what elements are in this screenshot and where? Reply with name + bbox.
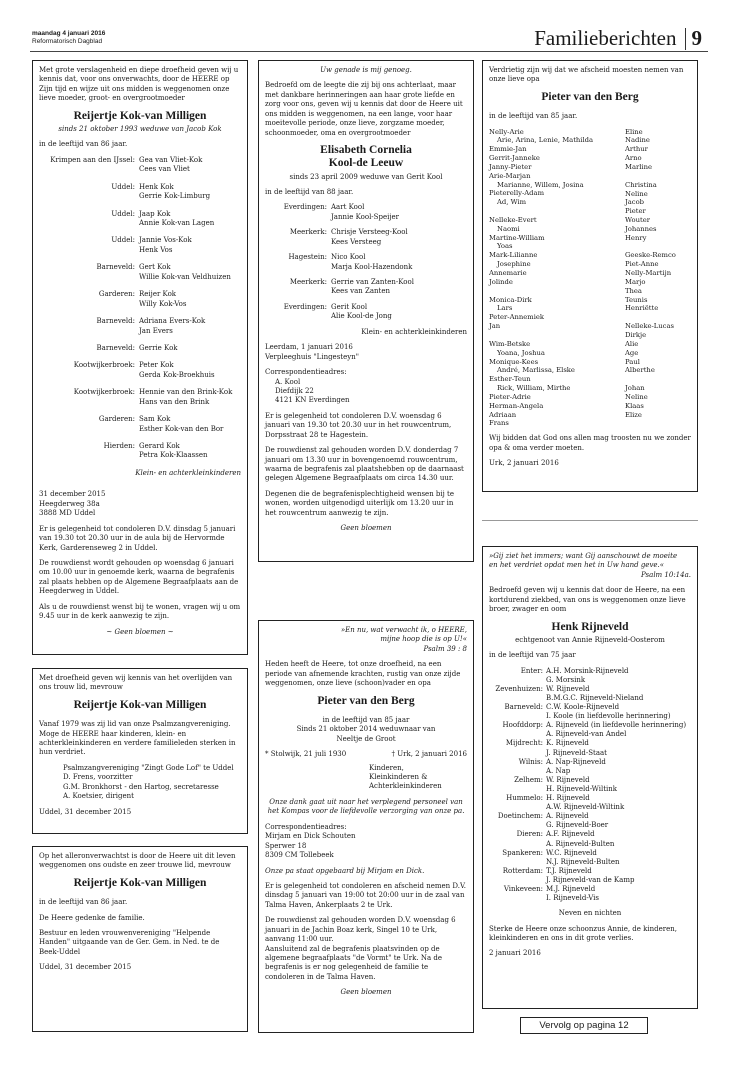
family-member: T.J. Rijneveld (546, 866, 592, 875)
grandchild-entry: Pieter-Adrie (489, 392, 531, 401)
bible-ref: Psalm 10:14a. (641, 570, 691, 579)
bible-quote: »En nu, wat verwacht ik, o HEERE, (340, 626, 467, 634)
family-member: Jaap Kok (139, 209, 171, 218)
grandchild-entry: Marianne, Willem, Josina (497, 180, 584, 189)
grandchild-entry: Josephine (497, 260, 531, 269)
family-place: Enter: (520, 666, 543, 675)
correspondence-label: Correspondentieadres: (265, 822, 347, 831)
family-place: Barneveld: (96, 263, 135, 272)
grandchildren-line: Klein- en achterkleinkinderen (135, 468, 241, 477)
deceased-surname: Kool-de Leeuw (328, 157, 404, 170)
family-place: Vinkeveen: (503, 884, 543, 893)
grandchild-entry: Esther-Teun (489, 375, 531, 384)
family-member: Henk Kok (139, 182, 174, 191)
masthead-left (32, 30, 105, 46)
family-member: A. Nap-Rijneveld (546, 757, 606, 766)
family-place: Uddel: (111, 209, 135, 218)
family-member: A. Rijneveld-Bulten (546, 839, 615, 848)
grandchild-entry: Age (625, 348, 639, 357)
correspondence-address (265, 368, 467, 406)
bible-quote: Uw genade is mij genoeg. (320, 66, 412, 74)
bible-quote: mijne hoop die is op U!« (380, 635, 467, 644)
grandchild-entry: Gerrit-Janneke (489, 154, 540, 163)
family-place: Garderen: (98, 290, 135, 299)
family-place: Hummelo: (506, 794, 543, 803)
grandchild-entry: Wim-Betske (489, 339, 531, 348)
family-place: Hierden: (103, 442, 135, 451)
grandchild-entry: Arthur (625, 145, 648, 154)
grandchild-entry: Martine-William (489, 233, 545, 242)
family-member: Aart Kool (331, 203, 365, 212)
family-member: G. Rijneveld-Boer (546, 821, 609, 830)
grandchild-entry: Arno (625, 154, 642, 163)
family-member: Gea van Vliet-Kok (139, 155, 203, 164)
family-member: Kees Versteeg (331, 237, 382, 246)
header-rule (30, 51, 708, 52)
birth-death (265, 750, 467, 759)
notice-womens-society (32, 846, 248, 1032)
address-line: 31 december 2015 (39, 490, 106, 499)
grandchildren-line: Klein- en achterkleinkinderen (361, 327, 467, 336)
family-place: Garderen: (98, 415, 135, 424)
bible-quote: »Gij ziet het immers; want Gij aanschouwt de moeite (489, 552, 678, 560)
family-place: Dieren: (516, 830, 543, 839)
grandchild-entry: Piet-Anne (625, 260, 659, 269)
grandchild-entry: Jacob (625, 198, 645, 207)
grandchild-entry: Eline (625, 127, 643, 136)
grandchild-entry: Frans (489, 419, 509, 428)
signatory: A. Koetsier, dirigent (63, 792, 134, 801)
family-member: Gerrie Kok (139, 343, 178, 352)
notice-intro: Verdrietig zijn wij dat we afscheid moesten nemen van onze lieve opa (489, 66, 684, 84)
family-member: A.H. Morsink-Rijneveld (546, 666, 629, 675)
family-member: A. Rijneveld (546, 812, 589, 821)
wife-name: Neeltje de Groot (336, 734, 396, 743)
age-line: in de leeftijd van 86 jaar. (39, 140, 128, 149)
family-member: Marja Kool-Hazendonk (331, 262, 413, 271)
family-member: Sam Kok (139, 415, 171, 424)
family-member: K. Rijneveld (546, 739, 589, 748)
issue-date: maandag 4 januari 2016 (32, 30, 106, 37)
family-member: Chrisje Versteeg-Kool (331, 228, 408, 237)
family-place: Uddel: (111, 182, 135, 191)
address-line: Sperwer 18 (265, 841, 307, 850)
grandchild-entry (489, 287, 625, 296)
family-member: Reijer Kok (139, 290, 177, 299)
page-number: 9 (691, 26, 702, 50)
age-line: in de leeftijd van 86 jaar. (39, 898, 128, 907)
condolence-info: Er is gelegenheid tot condoleren en afscheid nemen D.V. dinsdag 5 januari van 19:00 tot 20:00 uur in de zaal van Talma Haven, Ankerplaats 2 te Urk. (265, 881, 467, 909)
family-member: H. Rijneveld-Wiltink (546, 784, 618, 793)
family-list (39, 156, 241, 469)
thanks-line: Onze dank gaat uit naar het verplegend personeel van het Kompas voor de liefdevolle verzorging van onze pa. (267, 797, 465, 816)
deceased-name: Henk Rijneveld (551, 620, 629, 633)
family-member: H. Rijneveld (546, 794, 590, 803)
grandchild-entry: Nelly-Arie (489, 127, 524, 136)
signatories (39, 764, 241, 802)
notice-intro: Met grote verslagenheid en diepe droefheid geven wij u kennis dat, voor ons onverwachts, door de HEERE op Zijn tijd en wijze uit ons midden is weggenomen onze lieve moeder, groot- en overgrootmoeder (39, 66, 239, 103)
family-place: Wilnis: (518, 757, 543, 766)
viewing-note: Onze pa staat opgebaard bij Mirjam en Dick. (265, 866, 425, 875)
family-member: A. Nap (546, 766, 571, 775)
grandchild-entry: Johan (625, 384, 645, 393)
grandchild-entry: Neline (625, 189, 648, 198)
grandchild-entry: Jolinde (489, 277, 513, 286)
paper-name: Reformatorisch Dagblad (32, 38, 103, 45)
no-flowers: Geen bloemen (340, 988, 392, 997)
birth-date: * Stolwijk, 21 juli 1930 (265, 750, 347, 759)
deceased-name: Elisabeth Cornelia (320, 144, 412, 157)
notice-date: Uddel, 31 december 2015 (39, 963, 132, 972)
age-line: in de leeftijd van 75 jaar (489, 651, 576, 660)
children-list (265, 764, 467, 792)
grandchild-entry: Annemarie (489, 268, 527, 277)
family-list (489, 667, 691, 903)
family-member: A. Rijneveld (in liefdevolle herinnering) (546, 721, 687, 730)
grandchild-entry: Yoana, Joshua (497, 348, 545, 357)
family-member: Adriana Evers-Kok (139, 317, 206, 326)
family-place: Zelhem: (514, 775, 543, 784)
family-member: Jannie Kool-Speijer (331, 212, 399, 221)
notice-kool-de-leeuw (258, 60, 474, 562)
grandchild-entry: Elize (625, 410, 642, 419)
grandchild-entry: Lars (497, 304, 513, 313)
family-list (265, 203, 467, 327)
grandchild-entry: Ad, Wim (497, 198, 527, 207)
family-member: Gerda Kok-Broekhuis (139, 370, 215, 379)
family-member: Jan Evers (139, 326, 173, 335)
grandchild-entry: Monique-Kees (489, 357, 539, 366)
grandchildren-left (489, 128, 625, 429)
grandchild-entry: Teunis (625, 295, 648, 304)
notice-kok-family (32, 60, 248, 655)
family-member: I. Koole (in liefdevolle herinnering) (546, 712, 671, 721)
bible-ref: Psalm 39 : 8 (423, 644, 467, 653)
grandchild-entry: Arie, Arina, Lenie, Mathilda (497, 136, 594, 145)
notice-intro: Bedroefd om de leegte die zij bij ons achterlaat, maar met dankbare herinneringen aan haar grote liefde en zorg voor ons, geven wij u kennis dat door de Heere uit ons midden is weggenomen, na een lange, voor haar moeitevolle periode, onze lieve, zorgzame moeder, schoonmoeder, oma en overgrootmoeder (265, 81, 463, 137)
signatory: Psalmzangvereniging "Zingt Gode Lof" te Uddel (63, 763, 234, 772)
notice-intro: Op het alleronverwachtst is door de Heere uit dit leven weggenomen ons oudste en zeer trouwe lid, mevrouw (39, 852, 236, 870)
family-member: N.J. Rijneveld-Bulten (546, 857, 620, 866)
family-member: B.M.G.C. Rijneveld-Nieland (546, 694, 644, 702)
family-place: Barneveld: (504, 703, 543, 712)
family-member: Gert Kok (139, 263, 171, 272)
family-member: Gerit Kool (331, 302, 368, 311)
family-member: J. Rijneveld-Staat (546, 748, 607, 757)
notice-intro: Heden heeft de Heere, tot onze droefheid, na een periode van afnemende krachten, rustig van onze zijde weggenomen, onze lieve (schoon)vader en opa (265, 660, 461, 688)
family-place: Kootwijkerbroek: (73, 388, 135, 397)
family-member: Esther Kok-van den Bor (139, 424, 224, 433)
condolence-info: Er is gelegenheid tot condoleren D.V. dinsdag 5 januari van 19.30 tot 20.30 uur in de aula bij de Hervormde Kerk, Garderenseweg 2 in Uddel. (39, 524, 236, 552)
grandchild-entry: Paul (625, 357, 640, 366)
signatory: G.M. Bronkhorst - den Hartog, secretaresse (63, 782, 219, 791)
grandchild-entry: Dirkje (625, 331, 647, 340)
address-block (39, 490, 241, 518)
grandchild-entry: Arie-Marjan (489, 171, 531, 180)
family-member: Jannie Vos-Kok (139, 236, 192, 245)
family-member: Hennie van den Brink-Kok (139, 388, 233, 397)
family-place: Uddel: (111, 236, 135, 245)
family-member: Henk Vos (139, 245, 173, 254)
deceased-name: Reijertje Kok-van Milligen (73, 876, 207, 889)
grandchild-entry: Nelleke-Evert (489, 215, 537, 224)
funeral-info: De rouwdienst zal gehouden worden D.V. donderdag 7 januari om 13.30 uur in bovengenoemd rouwcentrum, waarna de begrafenis zal plaatshebben op de daarnaast gelegen Algemene Begraafplaats om circa 14.30 uur. (265, 446, 464, 483)
section-title: Familieberichten (534, 26, 677, 50)
notice-date: Uddel, 31 december 2015 (39, 807, 132, 816)
family-member: Petra Kok-Klaassen (139, 451, 208, 460)
grandchild-entry: Monica-Dirk (489, 295, 532, 304)
grandchild-entry: Peter-Annemiek (489, 313, 545, 322)
family-place: Hoofddorp: (502, 721, 543, 730)
grandchild-entry: Henry (625, 233, 647, 242)
family-member: M.J. Rijneveld (546, 884, 596, 893)
grandchild-entry (625, 172, 691, 181)
family-member: Gerard Kok (139, 442, 180, 451)
family-member: Gerrie Kok-Limburg (139, 192, 211, 201)
family-member: W.C. Rijneveld (546, 848, 597, 857)
family-place: Rotterdam: (502, 866, 543, 875)
grandchild-entry: Christina (625, 180, 657, 189)
family-place: Barneveld: (96, 317, 135, 326)
notice-date: Urk, 2 januari 2016 (489, 459, 559, 468)
family-place: Krimpen aan den IJssel: (50, 155, 135, 164)
grandchild-entry: Alberthe (625, 366, 655, 375)
bible-quote: en het verdriet opdat men het in Uw hand geve.« (489, 561, 665, 570)
family-place: Meerkerk: (289, 228, 327, 237)
address-line: Diefdijk 22 (275, 386, 314, 395)
age-line: in de leeftijd van 85 jaar. (489, 112, 578, 121)
grandchild-entry: Thea (625, 286, 642, 295)
grandchild-entry: Nelly-Martijn (625, 269, 672, 278)
notice-intro: Bedroefd geven wij u kennis dat door de Heere, na een kortdurend ziekbed, van ons is weggenomen onze lieve broer, zwager en oom (489, 586, 686, 614)
family-member: Nico Kool (331, 253, 366, 262)
family-member: G. Morsink (546, 675, 586, 684)
funeral-info: De rouwdienst zal gehouden worden D.V. woensdag 6 januari in de Jachin Boaz kerk, Singel 10 te Urk, aanvang 11:00 uur. (265, 916, 456, 944)
deceased-name: Reijertje Kok-van Milligen (73, 109, 207, 122)
grandchild-entry: Klaas (625, 401, 644, 410)
family-place: Spankeren: (502, 848, 543, 857)
family-member: I. Rijneveld-Vis (546, 894, 599, 903)
grandchild-entry: Geeske-Remco (625, 251, 676, 260)
grandchild-entry (489, 207, 625, 216)
masthead-right (534, 26, 702, 51)
notice-rijneveld (482, 546, 698, 1009)
grandchild-entry: Pieter (625, 207, 646, 216)
family-place: Everdingen: (283, 203, 327, 212)
death-date: † Urk, 2 januari 2016 (391, 750, 467, 759)
notice-text: Vanaf 1979 was zij lid van onze Psalmzangvereniging. Moge de HEERE haar kinderen, klein- en achterkleinkinderen en verdere familieleden sterken in hun verdriet. (39, 720, 236, 757)
grandchildren-right (625, 128, 691, 429)
board-line: Bestuur en leden vrouwenvereniging "Helpende Handen" uitgaande van de Ger. Gem. in Ned. te de Beek-Uddel (39, 928, 220, 956)
grandchild-entry (625, 242, 691, 251)
place-date-line: Leerdam, 1 januari 2016 (265, 343, 353, 352)
family-place: Everdingen: (283, 302, 327, 311)
grandchild-entry: Herman-Angela (489, 401, 544, 410)
family-member: Willy Kok-Vos (139, 299, 187, 308)
grandchild-entry: Emmie-Jan (489, 145, 527, 154)
address-line: Heegderweg 38a (39, 499, 100, 508)
grandchild-entry (489, 331, 625, 340)
grandchild-entry: Rick, William, Mirthe (497, 384, 571, 393)
family-member: Hans van den Brink (139, 397, 210, 406)
attendance-info: Als u de rouwdienst wenst bij te wonen, vragen wij u om 9.45 uur in de kerk aanwezig te zijn. (39, 602, 241, 621)
family-place: Doetinchem: (497, 812, 543, 821)
widow-line: sinds 21 oktober 1993 weduwe van Jacob Kok (58, 124, 222, 133)
grandchild-entry: Janny-Pieter (489, 162, 532, 171)
family-place: Zevenhuizen: (495, 684, 543, 693)
family-member: Peter Kok (139, 361, 174, 370)
grandchild-entry: Wouter (625, 215, 650, 224)
address-line: 8309 CM Tollebeek (265, 851, 334, 860)
address-line: 3888 MD Uddel (39, 509, 96, 518)
no-flowers: ~ Geen bloemen ~ (106, 627, 174, 636)
family-member: Gerrie van Zanten-Kool (331, 278, 414, 286)
grandchild-entry: Marjo (625, 277, 646, 286)
family-place: Barneveld: (96, 343, 135, 352)
spouse-line: echtgenoot van Annie Rijneveld-Oosterom (515, 635, 665, 644)
grandchild-entry: Mark-Lilianne (489, 251, 538, 260)
family-member: W. Rijneveld (546, 775, 590, 784)
grandchild-entry: Alie (625, 339, 639, 348)
attendance-info: Degenen die de begrafenisplechtigheid wensen bij te wonen, worden uitgenodigd uiterlijk om 13.20 uur in het rouwcentrum aanwezig te zijn. (265, 489, 454, 517)
grandchild-entry: Marline (625, 162, 653, 171)
correspondence-address (265, 823, 467, 861)
family-member: Annie Kok-van Lagen (139, 219, 215, 228)
correspondence-label: Correspondentieadres: (265, 368, 347, 377)
family-place: Meerkerk: (289, 278, 327, 286)
age-line: in de leeftijd van 85 jaar (322, 715, 410, 724)
blessing-line: De Heere gedenke de familie. (39, 913, 145, 922)
condolence-info: Er is gelegenheid tot condoleren D.V. woensdag 6 januari van 19.30 tot 20.30 uur in het rouwcentrum, Dorpsstraat 28 te Hagestein. (265, 411, 452, 439)
family-member: A. Rijneveld-van Andel (546, 730, 627, 739)
family-member: W. Rijneveld (546, 684, 590, 693)
family-place: Kootwijkerbroek: (73, 361, 135, 370)
family-member: C.W. Koole-Rijneveld (546, 703, 620, 712)
address-line: 4121 KN Everdingen (275, 396, 350, 405)
notice-psalm-society (32, 668, 248, 834)
grandchild-entry: Pieterelly-Adam (489, 189, 545, 198)
funeral-info: De rouwdienst wordt gehouden op woensdag 6 januari om 10.00 uur in genoemde kerk, waarna de begrafenis zal plaats hebben op de Algemene Begraafplaats aan de Heegderweg in Uddel. (39, 558, 239, 596)
grandchild-entry (625, 375, 691, 384)
grandchildren-columns (489, 128, 691, 429)
grandchild-entry: Naomi (497, 224, 520, 233)
grandchild-entry: Neline (625, 393, 648, 402)
grandchild-entry: Yoas (497, 242, 513, 251)
closing-line: Wij bidden dat God ons allen mag troosten nu we zonder opa & oma verder moeten. (489, 434, 691, 452)
continue-button[interactable]: Vervolg op pagina 12 (520, 1017, 648, 1034)
notice-date: 2 januari 2016 (489, 949, 541, 958)
burial-info: Aansluitend zal de begrafenis plaatsvinden op de algemene begraafplaats "de Vormt" te Urk. Na de begrafenis is er nog gelegenheid de familie te condoleren in de Talma Haven. (265, 944, 442, 981)
notice-van-den-berg-children (258, 620, 474, 1033)
family-member: A.W. Rijneveld-Wiltink (546, 803, 625, 812)
deceased-name: Pieter van den Berg (541, 90, 639, 103)
signatory: D. Frens, voorzitter (63, 773, 133, 782)
title-separator (685, 28, 686, 50)
family-member: A.F. Rijneveld (546, 830, 595, 839)
family-member: J. Rijneveld-van de Kamp (546, 875, 635, 884)
family-member: Willie Kok-van Veldhuizen (139, 272, 231, 281)
nephews-line: Neven en nichten (558, 909, 622, 918)
deceased-name: Reijertje Kok-van Milligen (73, 698, 207, 711)
grandchild-entry: André, Marlissa, Elske (497, 366, 575, 375)
grandchild-entry: Johannes (625, 224, 657, 233)
children-line: Achterkleinkinderen (369, 782, 442, 791)
grandchild-entry: Adriaan (489, 410, 517, 419)
grandchild-entry: Jan (489, 322, 501, 331)
widow-line: sinds 23 april 2009 weduwe van Gerit Kool (289, 172, 443, 181)
grandchild-entry: Henriëtte (625, 304, 659, 313)
column-separator (482, 520, 698, 521)
notice-intro: Met droefheid geven wij kennis van het overlijden van ons trouw lid, mevrouw (39, 674, 233, 692)
family-place: Mijdrecht: (505, 739, 543, 748)
family-place: Hagestein: (288, 253, 327, 262)
place-date-line: Verpleeghuis "Lingesteyn" (265, 352, 359, 361)
closing-line: Sterke de Heere onze schoonzus Annie, de kinderen, kleinkinderen en ons in dit grote verlies. (489, 924, 677, 943)
no-flowers: Geen bloemen (340, 524, 392, 533)
notice-van-den-berg-grandchildren (482, 60, 698, 492)
children-line: Kinderen, (369, 763, 404, 772)
place-date (265, 343, 467, 362)
age-line: in de leeftijd van 88 jaar. (265, 187, 354, 196)
family-member: Cees van Vliet (139, 165, 190, 174)
children-line: Kleinkinderen & (369, 773, 428, 782)
widower-line: Sinds 21 oktober 2014 weduwnaar van (296, 725, 436, 734)
deceased-name: Pieter van den Berg (317, 694, 415, 707)
grandchild-entry: Nadine (625, 136, 650, 145)
address-line: Mirjam en Dick Schouten (265, 832, 356, 841)
address-line: A. Kool (275, 377, 301, 386)
grandchild-entry: Nelleke-Lucas (625, 322, 675, 331)
grandchild-entry (625, 313, 691, 322)
family-member: Alie Kool-de Jong (331, 312, 392, 321)
family-member: Kees van Zanten (331, 287, 391, 296)
